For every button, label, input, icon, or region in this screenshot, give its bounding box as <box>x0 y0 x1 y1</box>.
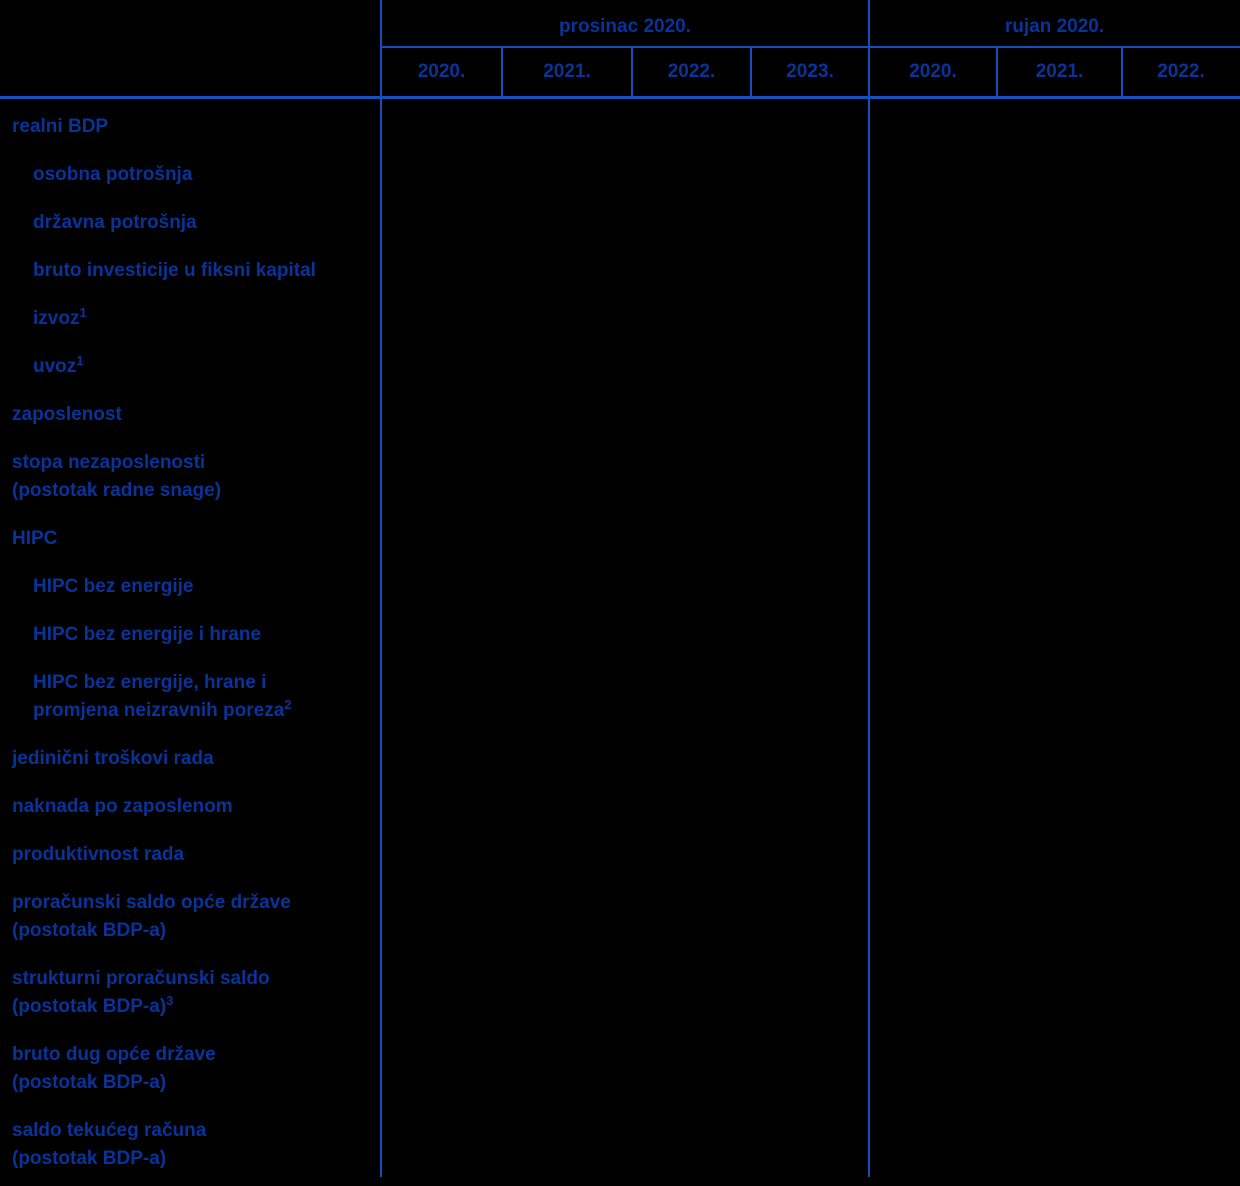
row-label: izvoz$^1$ <box>33 305 87 329</box>
year-column-header: 2023. <box>786 61 834 82</box>
year-column-header: 2022. <box>667 61 716 82</box>
row-label: HIPC <box>12 528 58 549</box>
row-labels <box>0 99 381 1186</box>
row-label: zaposlenost <box>12 404 122 425</box>
row-label: jedinični troškovi rada <box>12 748 214 769</box>
footnote-superscript: 2 <box>284 697 292 712</box>
group-divider-line <box>868 0 870 1177</box>
footnote-superscript: 3 <box>166 993 174 1008</box>
row-label: produktivnost rada <box>12 844 185 865</box>
year-column-header: 2020. <box>909 61 957 82</box>
row-label: uvoz$^1$ <box>33 353 84 377</box>
row-label: proračunski saldo opće države (postotak BDP-a) <box>12 892 291 941</box>
year-column-header: 2021. <box>1035 61 1084 82</box>
row-label: stopa nezaposlenosti (postotak radne snage) <box>12 452 222 501</box>
row-label: HIPC bez energije <box>33 576 194 597</box>
period-group-header-prosinac: prosinac 2020. <box>558 16 692 37</box>
footnote-superscript: 1 <box>79 305 87 320</box>
row-label: strukturni proračunski saldo (postotak BDP-a)$^3$ <box>12 968 270 1017</box>
year-column-header: 2022. <box>1157 61 1205 82</box>
row-label: HIPC bez energije, hrane i promjena neizravnih poreza$^2$ <box>33 672 292 721</box>
row-label: osobna potrošnja <box>33 164 193 185</box>
row-label: bruto investicije u fiksni kapital <box>33 260 316 281</box>
row-label: naknada po zaposlenom <box>12 796 233 817</box>
row-label: realni BDP <box>12 116 109 137</box>
year-column-header: 2020. <box>417 61 466 82</box>
row-label: državna potrošnja <box>33 212 197 233</box>
row-label: HIPC bez energije i hrane <box>33 624 262 645</box>
year-column-header: 2021. <box>543 61 591 82</box>
footnote-superscript: 1 <box>76 353 84 368</box>
period-group-header-rujan: rujan 2020. <box>1004 16 1105 37</box>
row-label: saldo tekućeg računa (postotak BDP-a) <box>12 1120 207 1169</box>
row-label: bruto dug opće države (postotak BDP-a) <box>12 1044 216 1093</box>
